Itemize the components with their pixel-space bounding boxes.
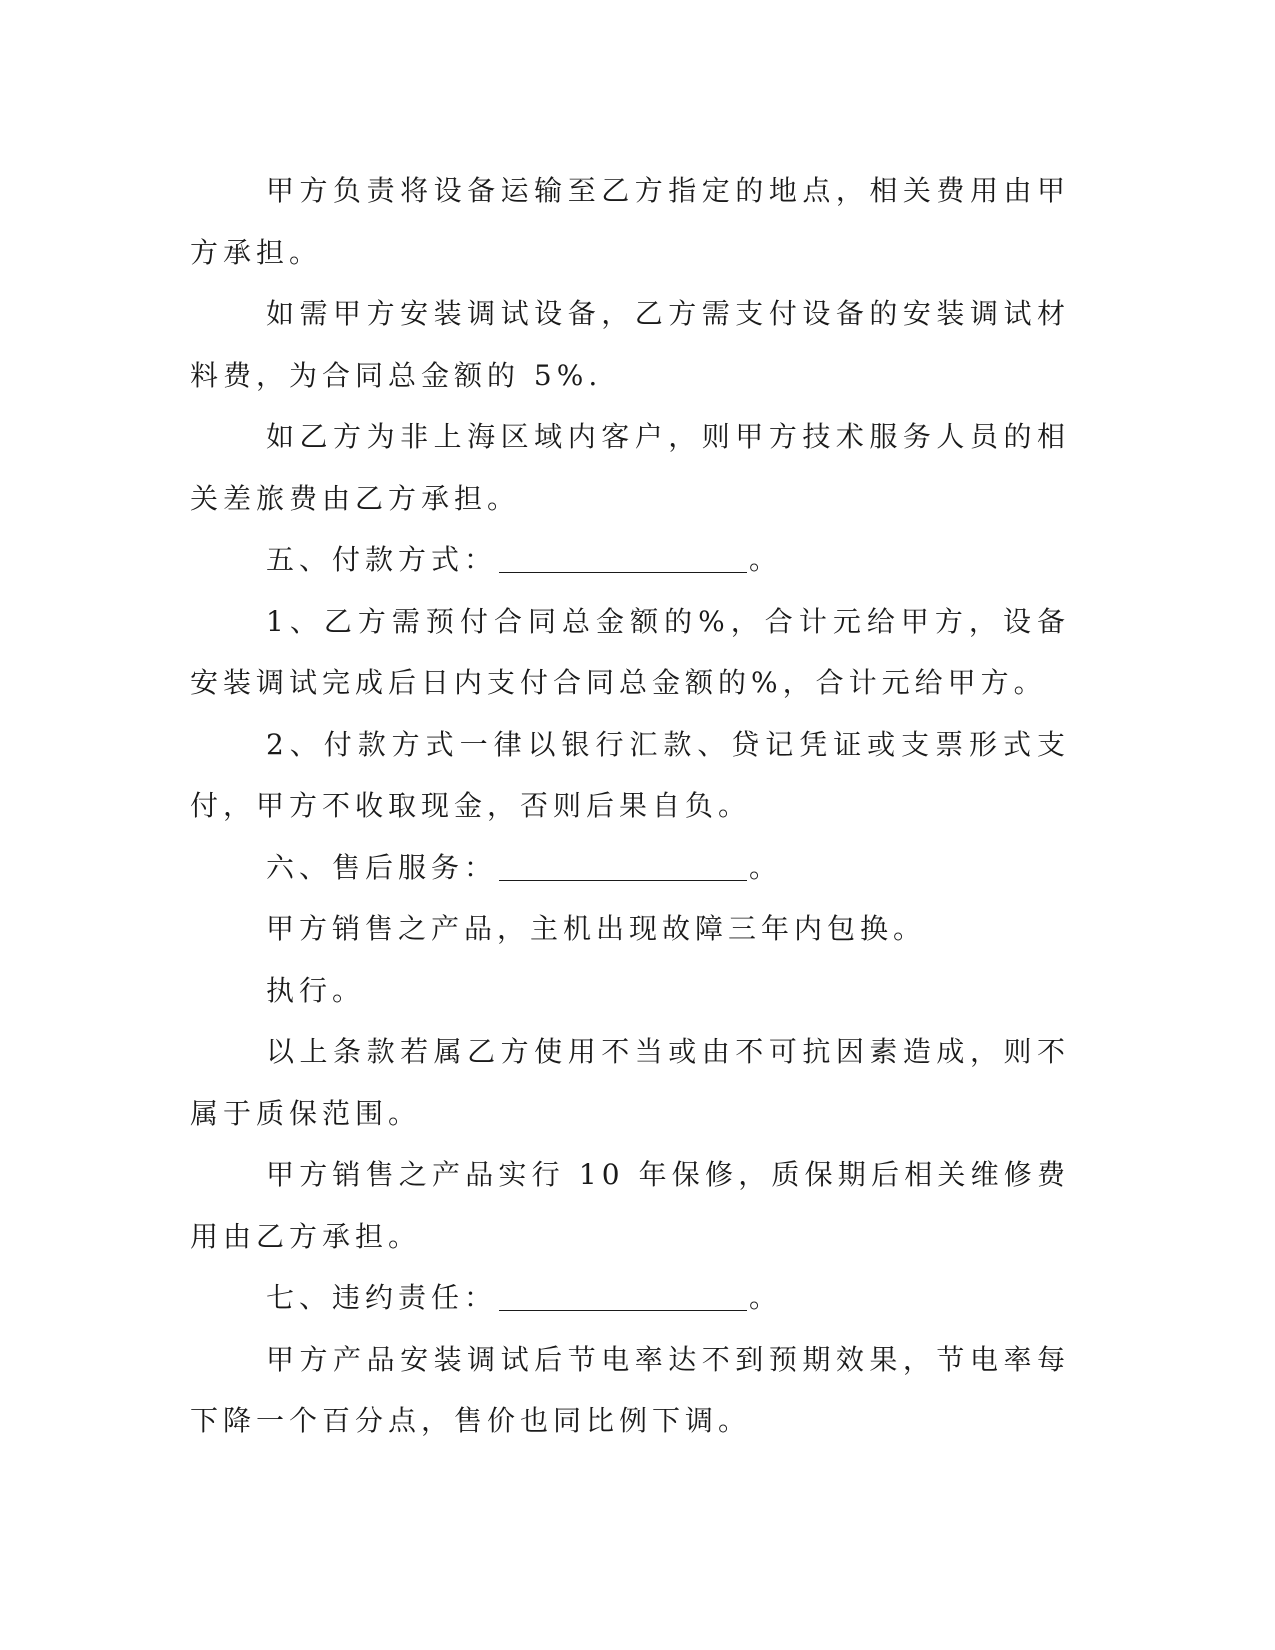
fill-in-blank-line bbox=[499, 542, 747, 573]
section-heading-label: 五、付款方式： bbox=[266, 543, 498, 576]
fill-in-blank-line bbox=[499, 850, 747, 881]
section-heading-label: 七、违约责任： bbox=[266, 1281, 498, 1314]
paragraph-prepayment: 1、乙方需预付合同总金额的%，合计元给甲方，设备安装调试完成后日内支付合同总金额的%，合计元给甲方。 bbox=[190, 604, 1070, 699]
paragraph-execute: 执行。 bbox=[266, 973, 366, 1007]
paragraph-warranty-exclusion: 以上条款若属乙方使用不当或由不可抗因素造成，则不属于质保范围。 bbox=[190, 1035, 1070, 1130]
paragraph-payment-method: 2、付款方式一律以银行汇款、贷记凭证或支票形式支付，甲方不收取现金，否则后果自负。 bbox=[190, 727, 1070, 822]
paragraph-replacement: 甲方销售之产品，主机出现故障三年内包换。 bbox=[266, 912, 927, 945]
section-heading-end: 。 bbox=[749, 1281, 783, 1314]
paragraph-transport: 甲方负责将设备运输至乙方指定的地点，相关费用由甲方承担。 bbox=[190, 174, 1070, 269]
section-heading-liability bbox=[190, 1267, 1070, 1329]
paragraph-travel-expenses: 如乙方为非上海区域内客户，则甲方技术服务人员的相关差旅费由乙方承担。 bbox=[190, 420, 1070, 515]
section-heading-after-sales bbox=[190, 837, 1070, 899]
paragraph-energy-saving-penalty: 甲方产品安装调试后节电率达不到预期效果，节电率每下降一个百分点，售价也同比例下调。 bbox=[190, 1342, 1070, 1437]
section-heading-end: 。 bbox=[749, 543, 783, 576]
paragraph-installation-fee: 如需甲方安装调试设备，乙方需支付设备的安装调试材料费，为合同总金额的 5%. bbox=[190, 297, 1070, 392]
section-heading-payment bbox=[190, 529, 1070, 591]
fill-in-blank-line bbox=[499, 1280, 747, 1311]
paragraph-warranty-period: 甲方销售之产品实行 10 年保修，质保期后相关维修费用由乙方承担。 bbox=[190, 1158, 1070, 1253]
section-heading-label: 六、售后服务： bbox=[266, 850, 498, 884]
section-heading-end: 。 bbox=[749, 850, 783, 884]
document-body bbox=[190, 160, 1070, 1452]
